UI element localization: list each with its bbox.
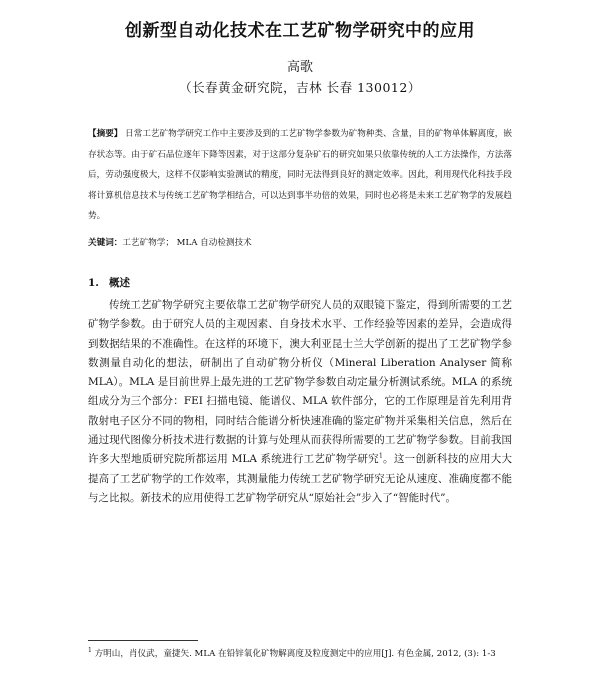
body-text-part2: 。这一创新科技的应用大大提高了工艺矿物学的工作效率，其测量能力传统工艺矿物学研究无论从速度、准确度都不能与之比拟。新技术的应用使得工艺矿物学研究从“原始社会”步入了“智能时代”。	[88, 453, 512, 504]
section-title: 概述	[108, 277, 130, 289]
section-heading	[88, 275, 130, 290]
paper-title: 创新型自动化技术在工艺矿物学研究中的应用	[125, 21, 475, 41]
body-text-part1: 传统工艺矿物学研究主要依靠工艺矿物学研究人员的双眼镜下鉴定，得到所需要的工艺矿物学参数。由于研究人员的主观因素、自身技术水平、工作经验等因素的差异，会造成得到数据结果的不准确性。在这样的环境下，澳大利亚昆士兰大学创新的提出了工艺矿物学参数测量自动化的想法，研制出了自动矿物分析仪（Mineral Liberation Analyser 简称 MLA）。MLA 是目前世界上最先进的工艺矿物学参数自动定量分析测试系统。MLA 的系统组成分为三个部分：FEI 扫描电镜、能谱仪、MLA 软件部分，它的工作原理是首先利用背散射电子区分不同的物相，同时结合能谱分析快速准确的鉴定矿物并采集相关信息，然后在通过现代图像分析技术进行数据的计算与处理从而获得所需要的工艺矿物学参数。目前我国许多大型地质研究院所都运用 MLA 系统进行工艺矿物学研究	[88, 299, 512, 466]
author-affiliation: （长春黄金研究院，吉林 长春 130012）	[179, 80, 421, 95]
author-name: 高歌	[286, 60, 313, 75]
footnote-text: 方明山，肖仪武，童捷矢. MLA 在铅锌氧化矿物解离度及粒度测定中的应用[J]. 有色金属, 2012, (3): 1-3	[94, 649, 496, 659]
abstract-block	[88, 124, 512, 227]
body-paragraph	[88, 296, 512, 508]
keywords-text: 工艺矿物学； MLA 自动检测技术	[122, 238, 252, 248]
abstract-label: 【摘要】	[88, 129, 123, 139]
section-number: 1.	[88, 277, 99, 289]
footnote	[88, 646, 512, 662]
keywords-block	[88, 234, 512, 252]
footnote-reference: 1	[378, 452, 383, 460]
footnote-marker: 1	[88, 647, 92, 655]
keywords-label: 关键词：	[88, 238, 123, 248]
footnote-divider	[88, 640, 198, 641]
abstract-text: 日常工艺矿物学研究工作中主要涉及到的工艺矿物学参数为矿物种类、含量，目的矿物单体解离度，嵌存状态等。由于矿石品位逐年下降等因素，对于这部分复杂矿石的研究如果只依靠传统的人工方法操作，方法落后，劳动强度极大，这样不仅影响实验测试的精度，同时无法得到良好的测定效率。因此，利用现代化科技手段将计算机信息技术与传统工艺矿物学相结合，可以达到事半功倍的效果，同时也必将是未来工艺矿物学的发展趋势。	[88, 129, 512, 222]
